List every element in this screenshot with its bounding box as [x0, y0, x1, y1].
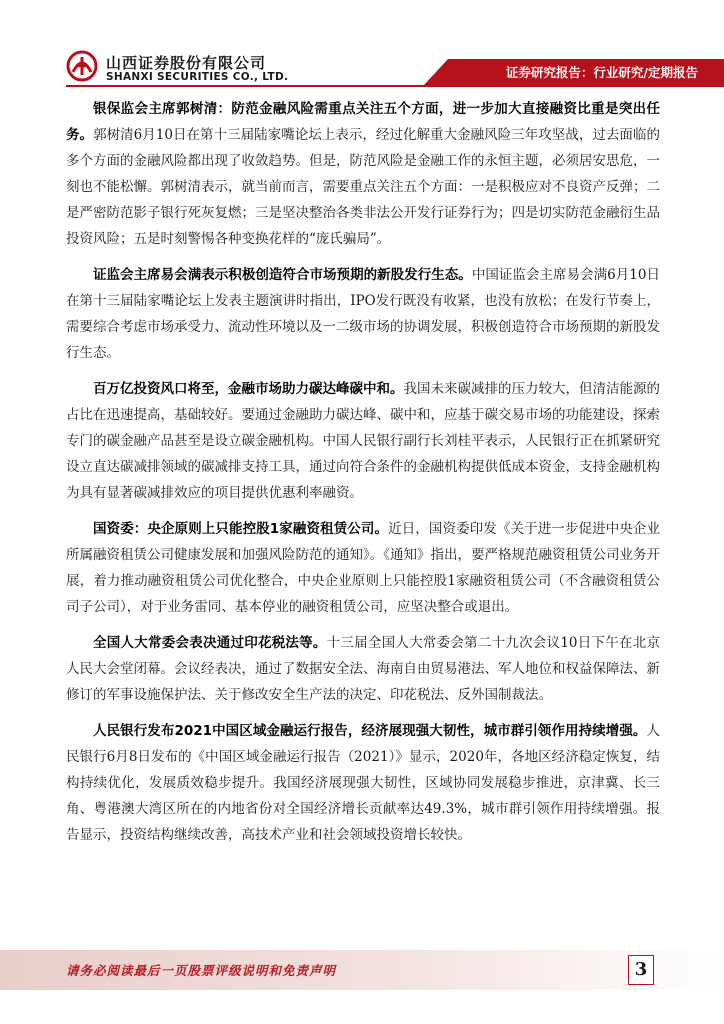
- news-paragraph: [66, 630, 660, 708]
- news-paragraph: [66, 96, 660, 252]
- company-name-cn: 山西证券股份有限公司: [106, 54, 267, 72]
- news-text: 近日，国资委印发《关于进一步促进中央企业所属融资租赁公司健康发展和加强风险防范的通知》。《通知》指出，要严格规范融资租赁公司业务开展，着力推动融资租赁公司优化整合，中央企业原则上只能控股1家融资租赁公司（不含融资租赁公司子公司），对于业务雷同、基本停业的融资租赁公司，应坚决整合或退出。: [66, 521, 660, 615]
- news-headline: 全国人大常委会表决通过印花税法等。: [93, 635, 327, 651]
- news-headline: 国资委：央企原则上只能控股1家融资租赁公司。: [93, 521, 389, 537]
- news-headline: 百万亿投资风口将至，金融市场助力碳达峰碳中和。: [93, 381, 404, 397]
- news-paragraph: [66, 718, 660, 848]
- news-headline: 银保监会主席郭树清：防范金融风险需重点关注五个方面，进一步加大直接融资比重是突出任务。: [66, 101, 660, 143]
- news-text: 人民银行6月8日发布的《中国区域金融运行报告（2021）》显示，2020年，各地区经济稳定恢复，结构持续优化，发展质效稳步提升。我国经济展现强大韧性，区域协同发展稳步推进，京津冀、长三角、粤港澳大湾区所在的内地省份对全国经济增长贡献率达49.3%，城市群引领作用持续增强。报告显示，投资结构继续改善，高技术产业和社会领域投资增长较快。: [66, 723, 660, 843]
- news-text: 中国证监会主席易会满6月10日在第十三届陆家嘴论坛上发表主题演讲时指出，IPO发行既没有收紧，也没有放松；在发行节奏上，需要综合考虑市场承受力、流动性环境以及一二级市场的协调发展，积极创造符合市场预期的新股发行生态。: [66, 267, 660, 361]
- report-body: [66, 96, 660, 858]
- header-divider: [66, 85, 724, 87]
- report-type-label: 证券研究报告：行业研究/定期报告: [505, 65, 698, 80]
- news-text: 十三届全国人大常委会第二十九次会议10日下午在北京人民大会堂闭幕。会议经表决，通过了数据安全法、海南自由贸易港法、军人地位和权益保障法、新修订的军事设施保护法、关于修改安全生产法的决定、印花税法、反外国制裁法。: [66, 635, 660, 703]
- disclaimer-notice: 请务必阅读最后一页股票评级说明和免责声明: [66, 963, 337, 978]
- company-name-en: SHANXI SECURITIES CO., LTD.: [106, 71, 289, 83]
- news-paragraph: [66, 262, 660, 366]
- news-text: 郭树清6月10日在第十三届陆家嘴论坛上表示，经过化解重大金融风险三年攻坚战，过去面临的多个方面的金融风险都出现了收敛趋势。但是，防范风险是金融工作的永恒主题，必须居安思危，一刻也不能松懈。郭树清表示，就当前而言，需要重点关注五个方面：一是积极应对不良资产反弹；二是严密防范影子银行死灰复燃；三是坚决整治各类非法公开发行证券行为；四是切实防范金融衍生品投资风险；五是时刻警惕各种变换花样的“庞氏骗局”。: [66, 127, 660, 247]
- page-number: 3: [634, 959, 648, 980]
- shanxi-securities-logo-icon: [66, 50, 98, 82]
- news-headline: 人民银行发布2021中国区域金融运行报告，经济展现强大韧性，城市群引领作用持续增强。: [93, 723, 647, 739]
- news-headline: 证监会主席易会满表示积极创造符合市场预期的新股发行生态。: [93, 267, 472, 283]
- news-paragraph: [66, 516, 660, 620]
- news-text: 我国未来碳减排的压力较大，但清洁能源的占比在迅速提高，基础较好。要通过金融助力碳达峰、碳中和，应基于碳交易市场的功能建设，探索专门的碳金融产品甚至是设立碳金融机构。中国人民银行副行长刘桂平表示，人民银行正在抓紧研究设立直达碳减排领域的碳减排支持工具，通过向符合条件的金融机构提供低成本资金，支持金融机构为具有显著碳减排效应的项目提供优惠利率融资。: [66, 381, 660, 501]
- page-header: [0, 0, 724, 100]
- news-paragraph: [66, 376, 660, 506]
